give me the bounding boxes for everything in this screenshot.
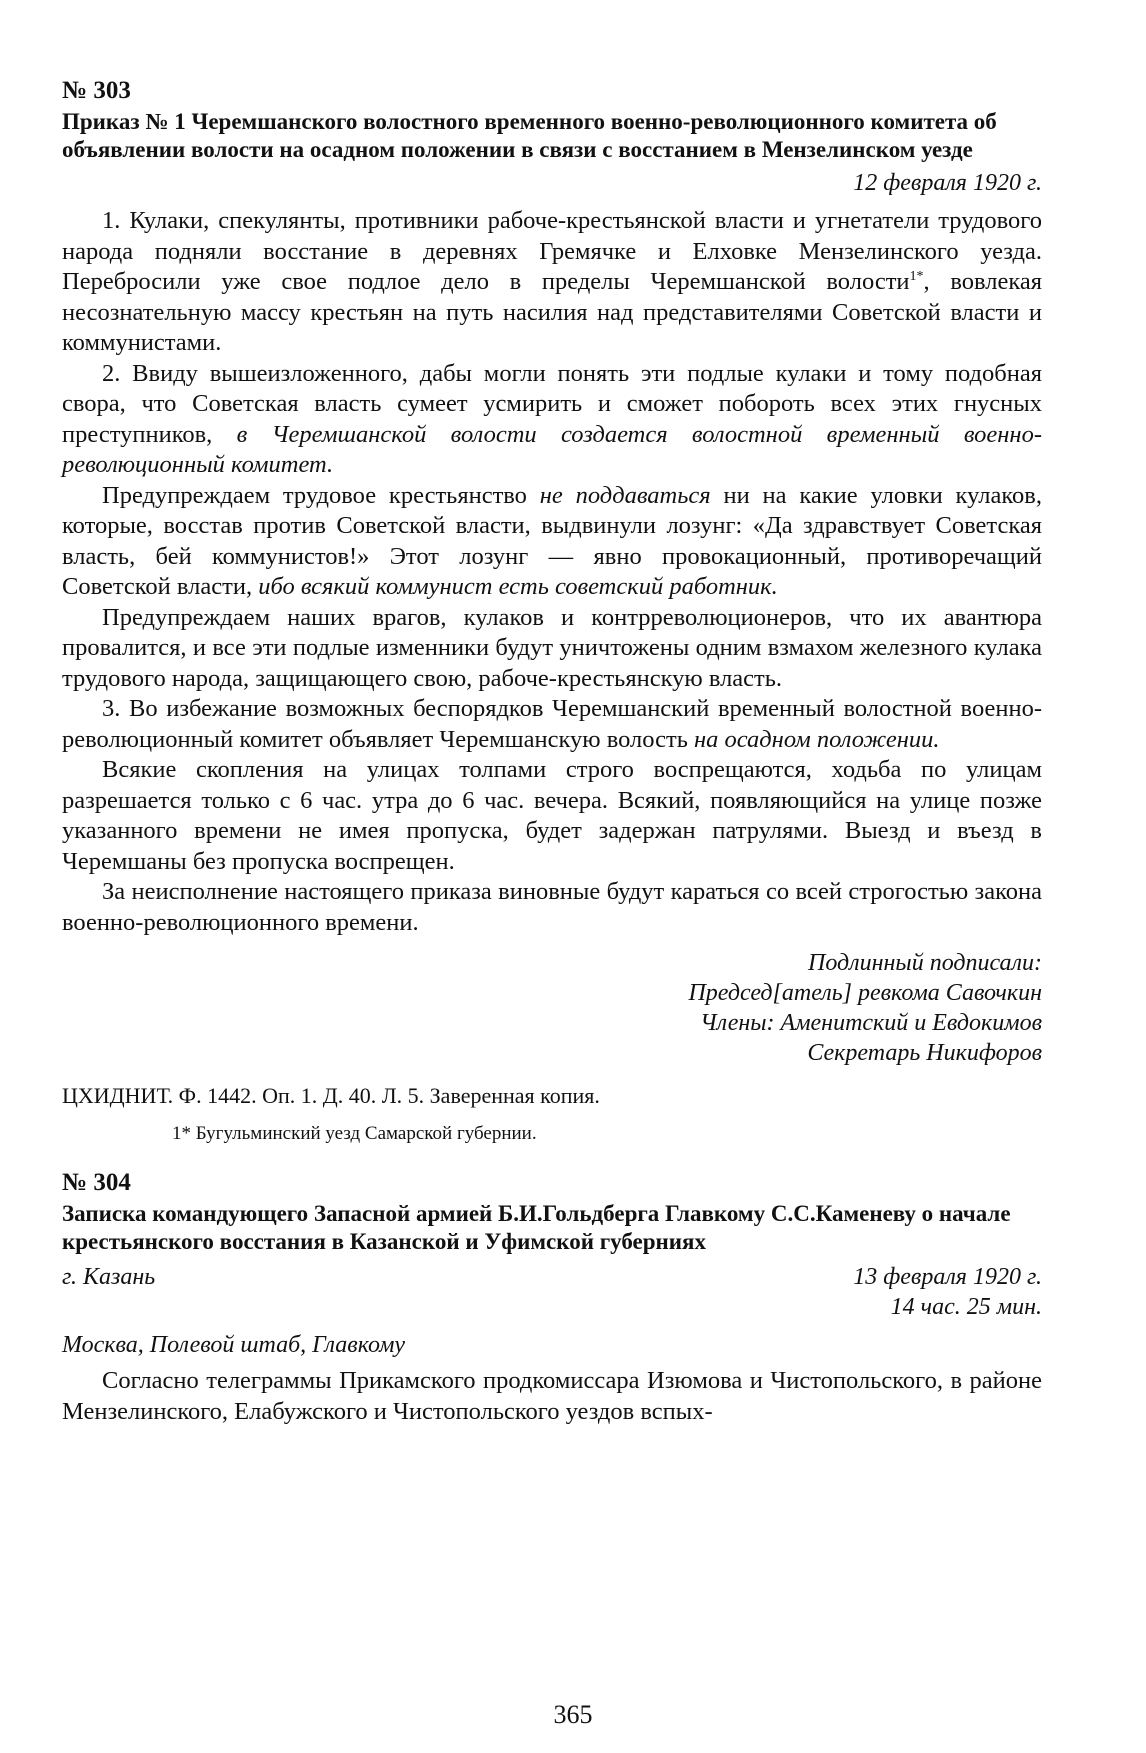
- paragraph-text: ни на какие уловки кулаков, которые, восстав против Советской власти, выдвинули лозунг: «Да здравствует Советская власть, бей коммунистов!» Этот лозунг — явно провокационный, противоречащий Советской власти,: [62, 481, 1042, 600]
- place-date-row: [62, 1262, 1042, 1292]
- paragraph-7: За неисполнение настоящего приказа виновные будут караться со всей строгостью закона военно-революционного времени.: [62, 878, 1042, 936]
- footnote: 1* Бугульминский уезд Самарской губернии.: [172, 1123, 537, 1144]
- paragraph-text: 2. Ввиду вышеизложенного, дабы могли понять эти подлые кулаки и тому подобная свора, что Советская власть сумеет усмирить и сможет побороть всех этих гнусных преступников,: [62, 359, 1042, 448]
- paragraph-text: , вовлекая несознательную массу крестьян на путь насилия над представителями Советской власти и коммунистами.: [62, 268, 1042, 356]
- document-address: Москва, Полевой штаб, Главкому: [62, 1332, 406, 1358]
- paragraph-6: Всякие скопления на улицах толпами строго воспрещаются, ходьба по улицам разрешается только с 6 час. утра до 6 час. вечера. Всякий, появляющийся на улице позже указанного времени не имея пропуска, будет задержан патрулями. Выезд и въезд в Черемшаны без пропуска воспрещен.: [62, 756, 1042, 875]
- document-number: № 304: [62, 1169, 131, 1196]
- paragraph-text: Предупреждаем трудовое крестьянство: [102, 481, 540, 509]
- footnote-marker: 1*: [909, 268, 924, 284]
- paragraph-1: [62, 206, 1042, 359]
- document-title: Записка командующего Запасной армией Б.И.Гольдберга Главкому С.С.Каменеву о начале крестьянского восстания в Казанской и Уфимской губерниях: [62, 1201, 1011, 1254]
- paragraph-4: Предупреждаем наших врагов, кулаков и контрреволюционеров, что их авантюра провалится, и все эти подлые изменники будут уничтожены одним взмахом железного кулака трудового народа, защищающего свою, рабоче-крестьянскую власть.: [62, 603, 1042, 692]
- emphasis-text: ибо всякий коммунист есть советский работник.: [258, 573, 778, 600]
- signature-intro: Подлинный подписали:: [808, 950, 1042, 976]
- emphasis-text: на осадном положении.: [694, 725, 940, 753]
- emphasis-text: не поддаваться: [539, 481, 711, 509]
- emphasis-text: в Черемшанской волости создается волостной временный военно-революционный комитет.: [62, 420, 1042, 478]
- document-304: [62, 1168, 1042, 1427]
- page-number: 365: [553, 1700, 593, 1729]
- paragraph-text: 3. Во избежание возможных беспорядков Черемшанский временный волостной военно-революционный комитет объявляет Черемшанскую волость: [62, 695, 1042, 753]
- signature-block: [62, 948, 1042, 1068]
- signature-chair: Председ[атель] ревкома Савочкин: [688, 980, 1042, 1006]
- document-title: Приказ № 1 Черемшанского волостного временного военно-революционного комитета об объявлении волости на осадном положении в связи с восстанием в Мензелинском уезде: [62, 109, 997, 162]
- paragraph-2: [62, 359, 1042, 481]
- archive-reference: ЦХИДНИТ. Ф. 1442. Оп. 1. Д. 40. Л. 5. Заверенная копия.: [62, 1083, 600, 1108]
- paragraph-text: 1. Кулаки, спекулянты, противники рабоче-крестьянской власти и угнетатели трудового народа подняли восстание в деревнях Гремячке и Елховке Мензелинского уезда. Перебросили уже свое подлое дело в пределы Черемшанской волости: [62, 207, 1042, 295]
- paragraph-5: [62, 694, 1042, 755]
- paragraph-3: [62, 481, 1042, 603]
- document-number: № 303: [62, 77, 131, 104]
- document-place: г. Казань: [62, 1264, 156, 1290]
- paragraph-1: Согласно телеграммы Прикамского продкомиссара Изюмова и Чистопольского, в районе Мензелинского, Елабужского и Чистопольского уездов вспых-: [62, 1367, 1042, 1425]
- document-time: 14 час. 25 мин.: [890, 1294, 1042, 1320]
- signature-members: Члены: Аменитский и Евдокимов: [700, 1010, 1042, 1036]
- signature-secretary: Секретарь Никифоров: [807, 1040, 1042, 1066]
- document-date: 12 февраля 1920 г.: [853, 170, 1042, 196]
- document-date: 13 февраля 1920 г.: [853, 1264, 1042, 1290]
- document-page: [62, 76, 1042, 1427]
- document-303: [62, 76, 1042, 1146]
